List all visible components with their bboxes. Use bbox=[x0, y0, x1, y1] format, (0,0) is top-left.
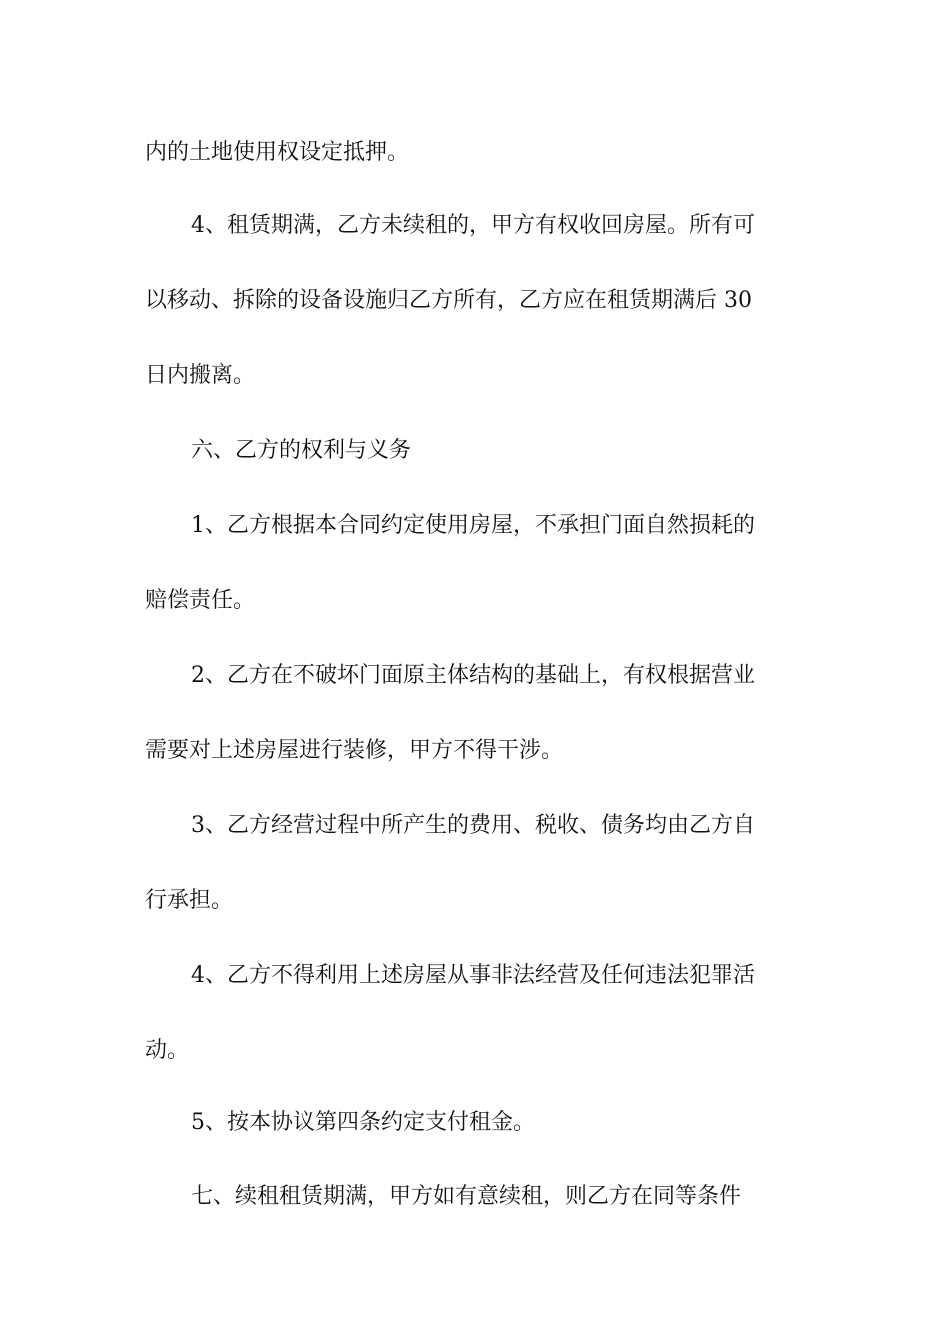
section-heading: 六、乙方的权利与义务 bbox=[191, 438, 412, 463]
text-line: 5、按本协议第四条约定支付租金。 bbox=[191, 1110, 535, 1135]
text-line: 赔偿责任。 bbox=[145, 588, 256, 613]
section-heading: 七、续租租赁期满，甲方如有意续租，则乙方在同等条件 bbox=[191, 1184, 742, 1209]
text-line: 以移动、拆除的设备设施归乙方所有，乙方应在租赁期满后 30 bbox=[145, 288, 752, 313]
text-line: 4、租赁期满，乙方未续租的，甲方有权收回房屋。所有可 bbox=[191, 213, 755, 238]
text-line: 日内搬离。 bbox=[145, 363, 256, 388]
text-line: 动。 bbox=[145, 1038, 190, 1063]
text-line: 4、乙方不得利用上述房屋从事非法经营及任何违法犯罪活 bbox=[191, 963, 755, 988]
text-line: 1、乙方根据本合同约定使用房屋，不承担门面自然损耗的 bbox=[191, 513, 755, 538]
text-line: 内的土地使用权设定抵押。 bbox=[145, 140, 410, 165]
text-line: 2、乙方在不破坏门面原主体结构的基础上，有权根据营业 bbox=[191, 663, 755, 688]
text-line: 需要对上述房屋进行装修，甲方不得干涉。 bbox=[145, 738, 564, 763]
text-line: 行承担。 bbox=[145, 888, 234, 913]
text-line: 3、乙方经营过程中所产生的费用、税收、债务均由乙方自 bbox=[191, 813, 755, 838]
